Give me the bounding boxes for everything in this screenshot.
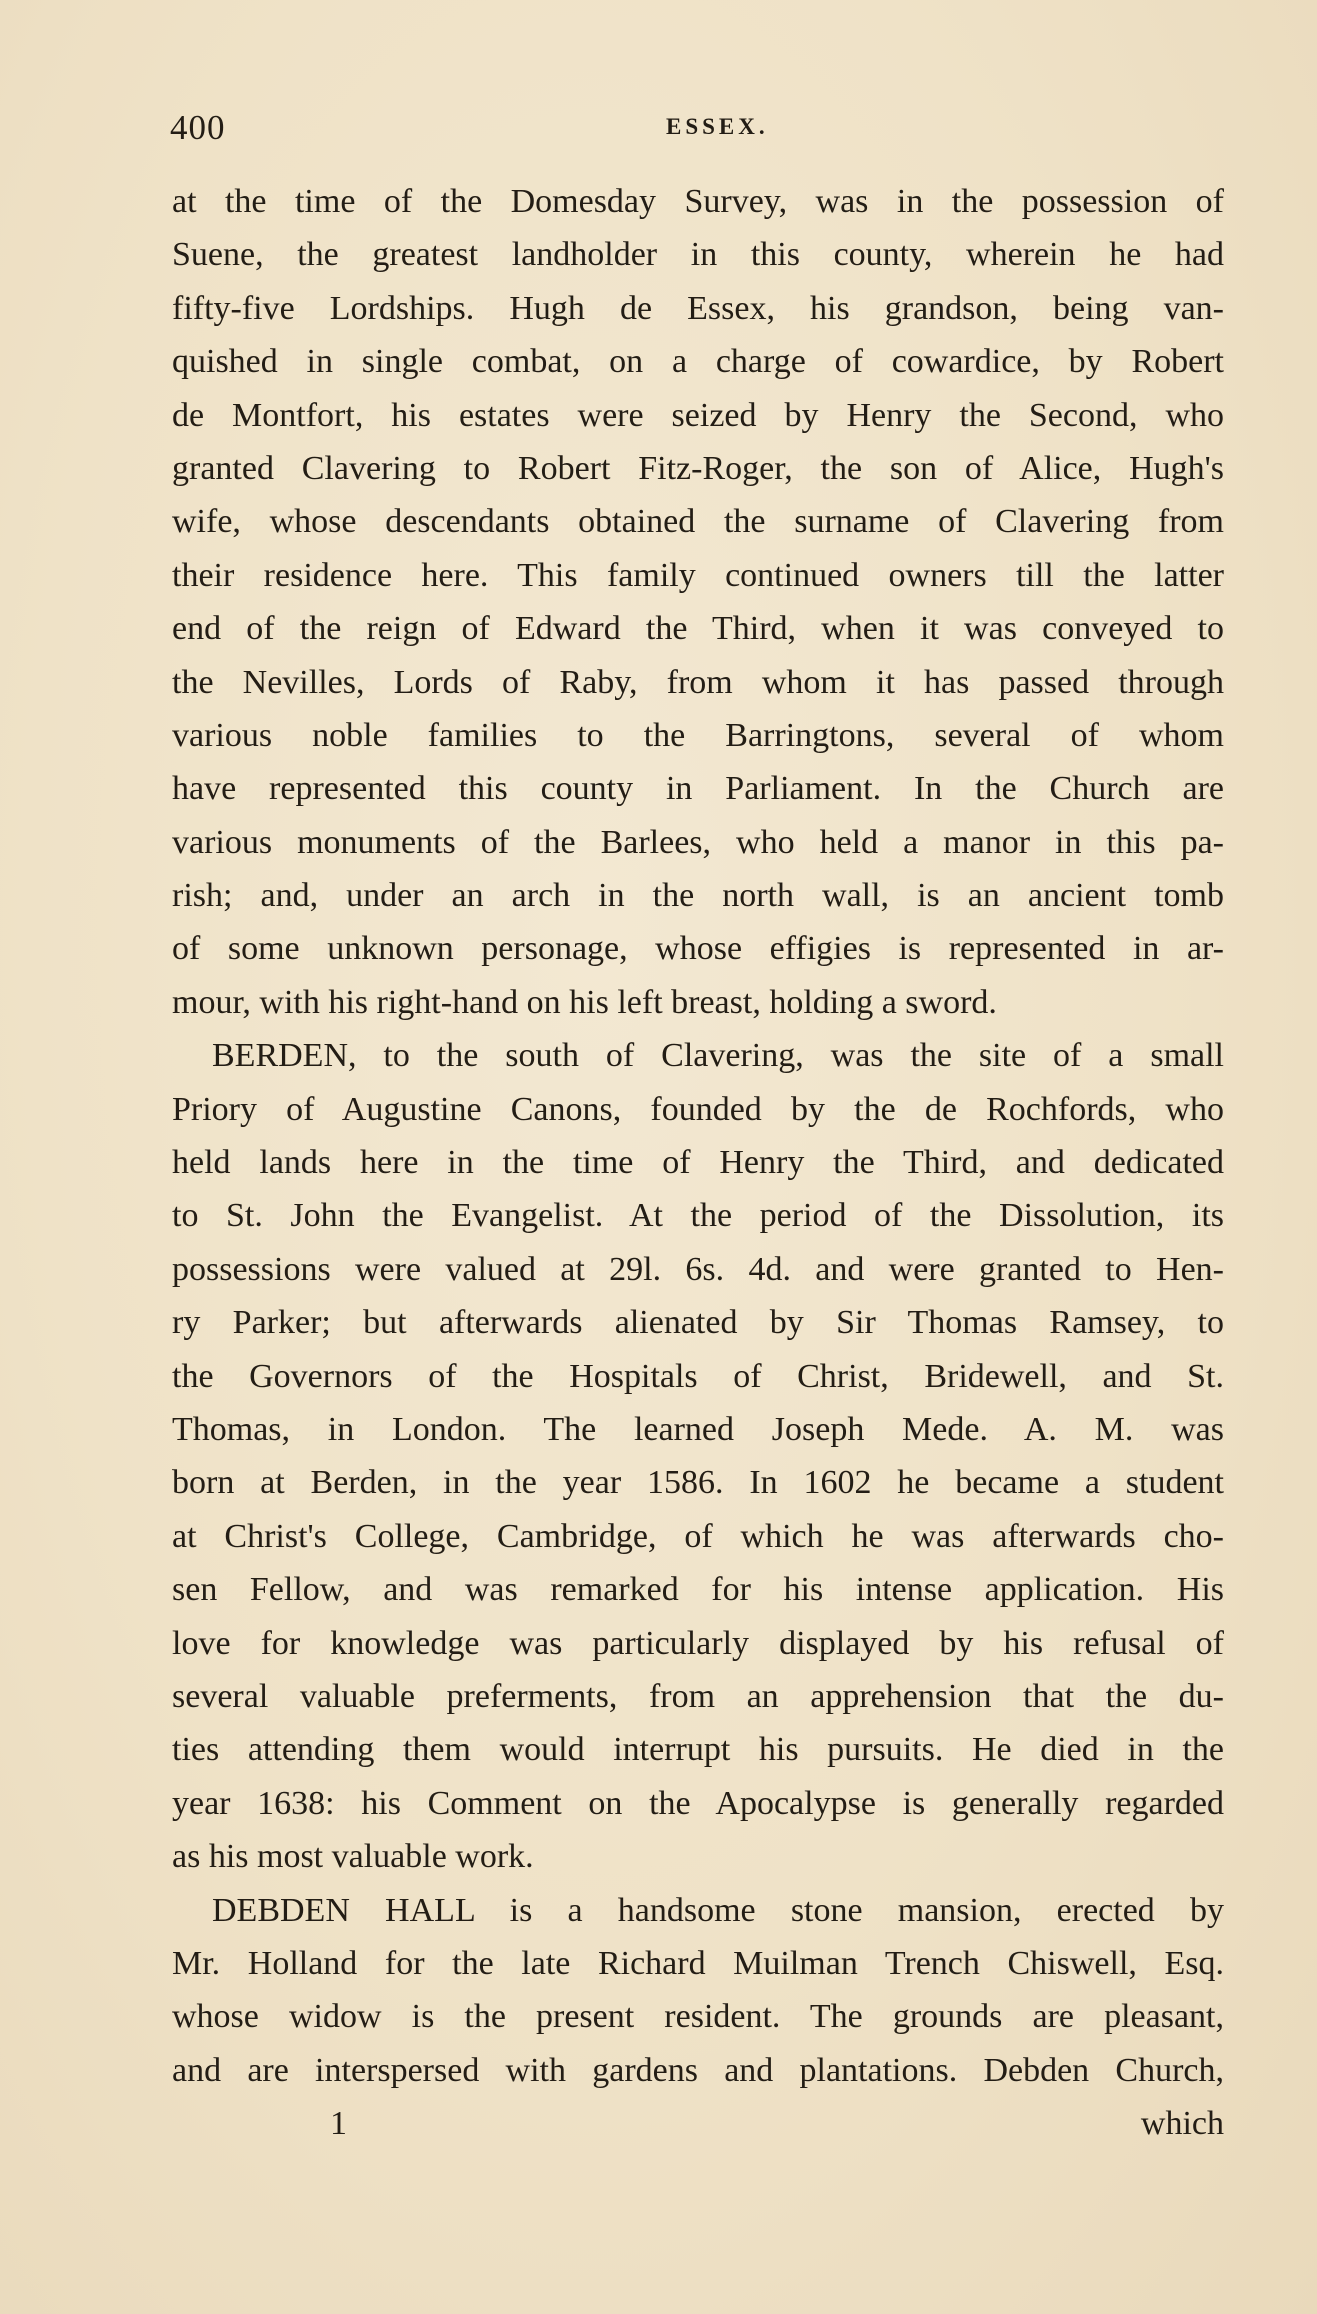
- text-line: their residence here. This family continued owners till the latter: [172, 556, 1224, 594]
- text-line: held lands here in the time of Henry the Third, and dedicated: [172, 1144, 1224, 1182]
- text-line: have represented this county in Parliament. In the Church are: [172, 770, 1224, 808]
- running-head: [170, 108, 1230, 148]
- text-line: ry Parker; but afterwards alienated by Sir Thomas Ramsey, to: [172, 1304, 1224, 1342]
- text-line: wife, whose descendants obtained the surname of Clavering from: [172, 503, 1224, 541]
- text-line: and are interspersed with gardens and plantations. Debden Church,: [172, 2051, 1224, 2089]
- text-line: the Governors of the Hospitals of Christ, Bridewell, and St.: [172, 1357, 1224, 1395]
- catchword: which: [1140, 2105, 1224, 2143]
- text-line: several valuable preferments, from an apprehension that the du-: [172, 1677, 1224, 1715]
- text-line: to St. John the Evangelist. At the period of the Dissolution, its: [172, 1197, 1224, 1235]
- page-number: 400: [170, 108, 226, 147]
- text-line: de Montfort, his estates were seized by Henry the Second, who: [172, 396, 1224, 434]
- text-line: various monuments of the Barlees, who held a manor in this pa-: [172, 823, 1224, 861]
- text-line: Thomas, in London. The learned Joseph Mede. A. M. was: [172, 1410, 1224, 1448]
- text-line: quished in single combat, on a charge of cowardice, by Robert: [172, 343, 1224, 381]
- text-line: end of the reign of Edward the Third, when it was conveyed to: [172, 610, 1224, 648]
- text-line: Priory of Augustine Canons, founded by the de Rochfords, who: [172, 1090, 1224, 1128]
- signature-mark: 1: [330, 2105, 347, 2143]
- text-line: Suene, the greatest landholder in this county, wherein he had: [172, 236, 1224, 274]
- text-line: as his most valuable work.: [172, 1838, 534, 1876]
- text-line: whose widow is the present resident. The grounds are pleasant,: [172, 1998, 1224, 2036]
- text-line: at the time of the Domesday Survey, was in the possession of: [172, 183, 1224, 220]
- text-line: DEBDEN HALL is a handsome stone mansion, erected by: [212, 1891, 1224, 1929]
- text-line: of some unknown personage, whose effigies is represented in ar-: [172, 930, 1224, 968]
- text-line: BERDEN, to the south of Clavering, was the site of a small: [212, 1037, 1224, 1075]
- text-line: possessions were valued at 29l. 6s. 4d. and were granted to Hen-: [172, 1250, 1224, 1288]
- body-text: [172, 175, 1224, 2150]
- text-line: love for knowledge was particularly displayed by his refusal of: [172, 1624, 1224, 1662]
- text-line: fifty-five Lordships. Hugh de Essex, his grandson, being van-: [172, 289, 1224, 327]
- text-line: Mr. Holland for the late Richard Muilman Trench Chiswell, Esq.: [172, 1944, 1224, 1982]
- text-line: various noble families to the Barringtons, several of whom: [172, 716, 1224, 754]
- text-line: sen Fellow, and was remarked for his intense application. His: [172, 1571, 1224, 1609]
- text-line: ties attending them would interrupt his pursuits. He died in the: [172, 1731, 1224, 1769]
- text-line: the Nevilles, Lords of Raby, from whom it has passed through: [172, 663, 1224, 701]
- running-title: ESSEX.: [666, 114, 769, 139]
- text-line: rish; and, under an arch in the north wall, is an ancient tomb: [172, 877, 1224, 915]
- text-line: year 1638: his Comment on the Apocalypse is generally regarded: [172, 1784, 1224, 1822]
- text-line: born at Berden, in the year 1586. In 1602 he became a student: [172, 1464, 1224, 1502]
- text-line: at Christ's College, Cambridge, of which he was afterwards cho-: [172, 1517, 1224, 1555]
- text-line: mour, with his right-hand on his left breast, holding a sword.: [172, 983, 997, 1021]
- footer-line: [172, 2097, 1224, 2150]
- text-line: granted Clavering to Robert Fitz-Roger, the son of Alice, Hugh's: [172, 449, 1224, 487]
